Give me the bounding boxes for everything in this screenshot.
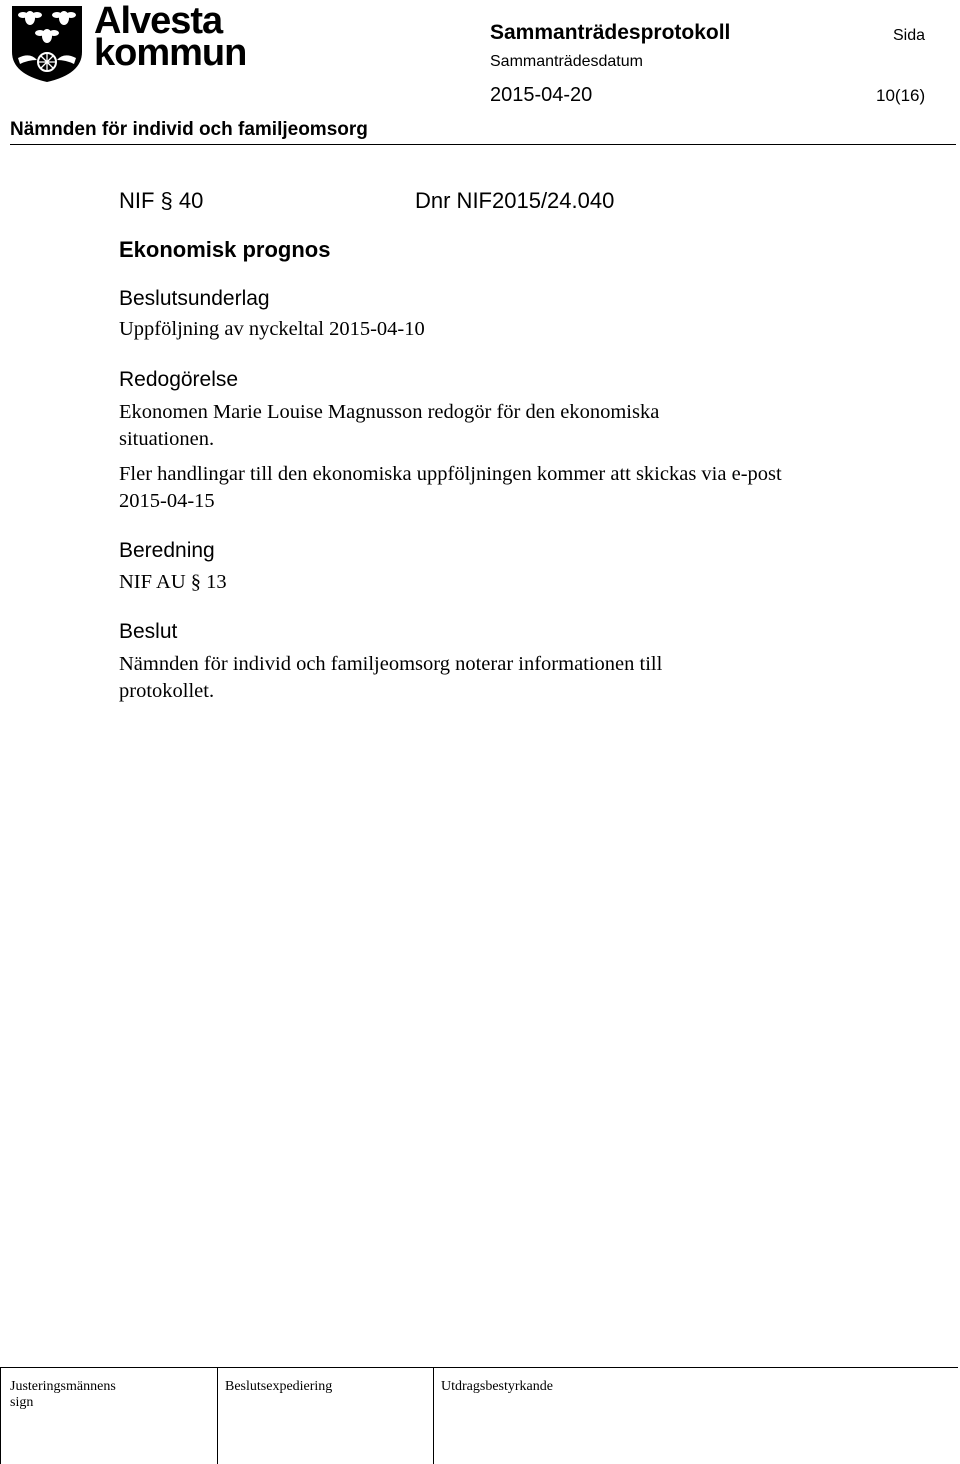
- redogorelse-text-1: Ekonomen Marie Louise Magnusson redogör för den ekonomiska situationen.: [119, 401, 660, 450]
- document-title: Sammanträdesprotokoll: [490, 21, 731, 44]
- meeting-date: 2015-04-20: [490, 84, 593, 106]
- footer-col-justering: [0, 1367, 116, 1464]
- page-label: Sida: [893, 27, 926, 44]
- beslut-heading: Beslut: [119, 620, 178, 643]
- signature-footer: [0, 1367, 958, 1464]
- page-number: 10(16): [876, 86, 926, 105]
- footer-label-expediering: Beslutsexpediering: [225, 1379, 333, 1394]
- logo-name-line2: kommun: [94, 32, 247, 74]
- beslutsunderlag-text: Uppföljning av nyckeltal 2015-04-10: [119, 318, 425, 340]
- beredning-text: NIF AU § 13: [119, 571, 227, 593]
- beslutsunderlag-heading: Beslutsunderlag: [119, 287, 270, 310]
- footer-col-expediering: [217, 1367, 333, 1464]
- committee-name: Nämnden för individ och familjeomsorg: [10, 119, 368, 140]
- municipality-crest-logo: [10, 4, 90, 84]
- beredning-heading: Beredning: [119, 539, 215, 562]
- dnr: Dnr NIF2015/24.040: [415, 188, 615, 213]
- beslut-text: Nämnden för individ och familjeomsorg noterar informationen till protokollet.: [119, 653, 663, 702]
- footer-col-utdrag: [433, 1367, 553, 1464]
- paragraph-id: NIF § 40: [119, 188, 204, 213]
- footer-label-utdrag: Utdragsbestyrkande: [441, 1379, 553, 1394]
- logo-name-line1: Alvesta: [94, 0, 223, 42]
- section-title: Ekonomisk prognos: [119, 237, 331, 262]
- header-divider: [10, 144, 956, 145]
- redogorelse-text-2: Fler handlingar till den ekonomiska uppföljningen kommer att skickas via e-post 2015-04-15: [119, 463, 782, 512]
- redogorelse-heading: Redogörelse: [119, 368, 239, 391]
- footer-label-justering: Justeringsmännens sign: [10, 1379, 116, 1410]
- meeting-date-label: Sammanträdesdatum: [490, 53, 643, 70]
- footer-divider: [0, 1367, 958, 1368]
